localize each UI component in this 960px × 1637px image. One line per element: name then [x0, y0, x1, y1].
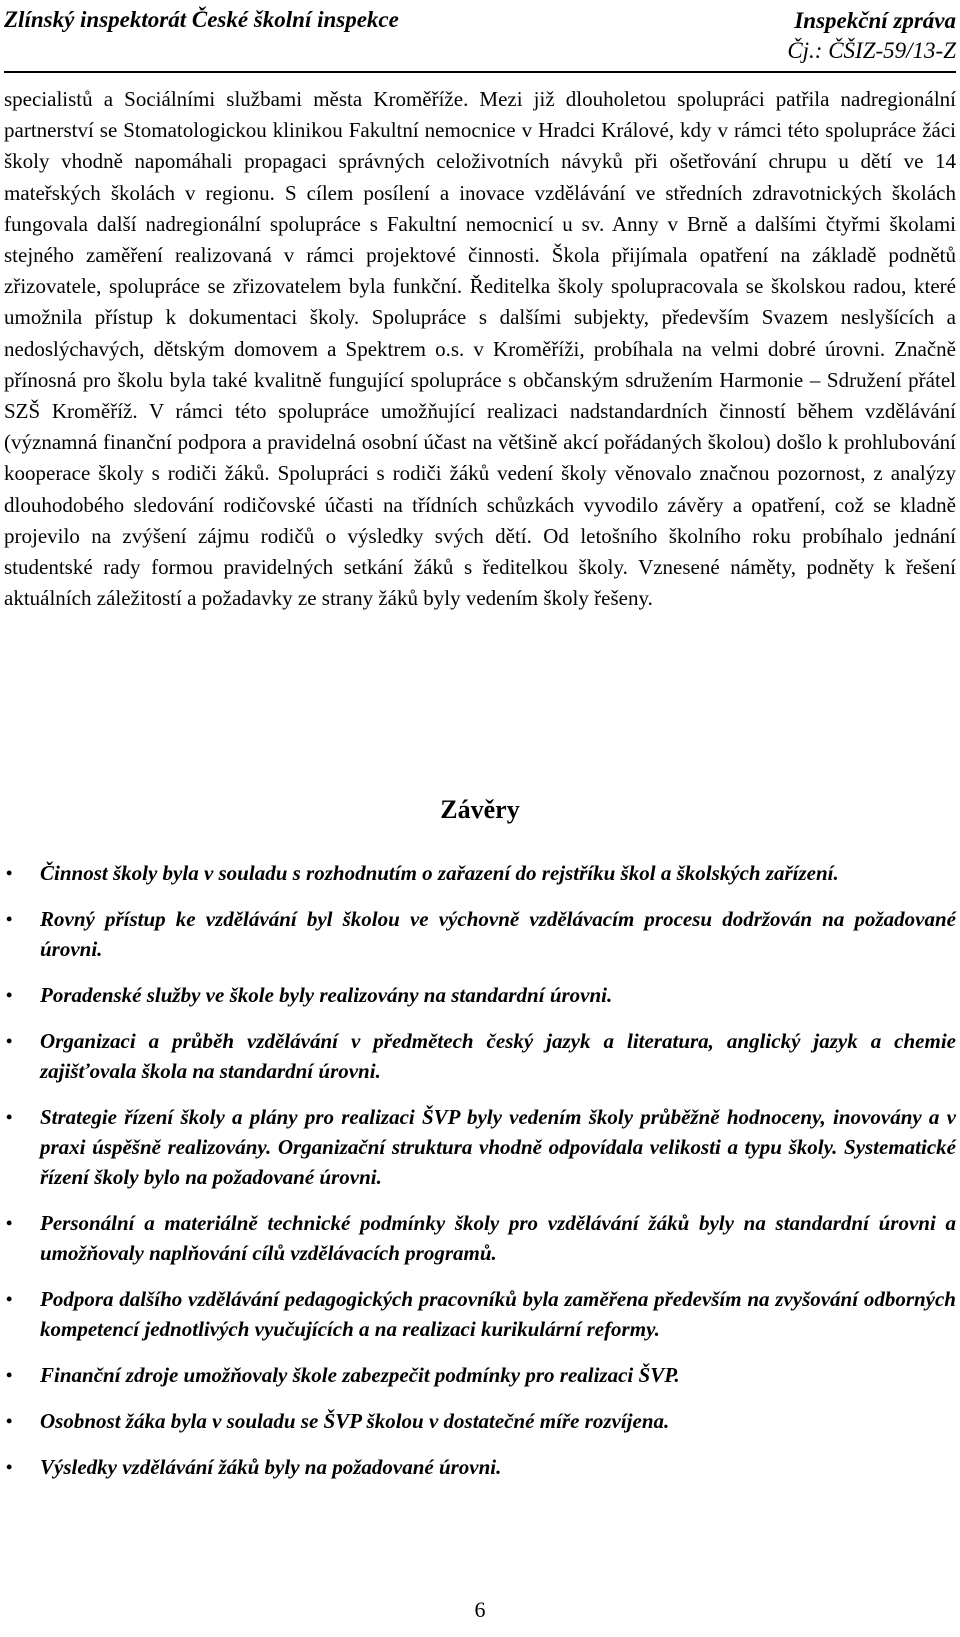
bullet-icon: • — [6, 1031, 13, 1051]
conclusion-item — [4, 858, 956, 888]
bullet-icon: • — [6, 1289, 13, 1309]
body-paragraph-text: specialistů a Sociálními službami města Kroměříže. Mezi již dlouholetou spolupráci patřila nadregionální partnerství se Stomatologickou klinikou Fakultní nemocnice v Hradci Králové, kdy v rámci této spolupráce žáci školy vhodně napomáhali propagaci správných celoživotních návyků při ošetřování chrupu u dětí ve 14 mateřských školách v regionu. S cílem posílení a inovace vzdělávání ve středních zdravotnických školách fungovala další nadregionální spolupráce s Fakultní nemocnicí u sv. Anny v Brně a dalšími čtyřmi školami stejného zaměření realizovaná v rámci projektové činnosti. Škola přijímala opatření na základě podnětů zřizovatele, spolupráce se zřizovatelem byla funkční. Ředitelka školy spolupracovala se školskou radou, které umožnila přístup k dokumentaci školy. Spolupráce s dalšími subjekty, především Svazem neslyšících a nedoslýchavých, dětským domovem a Spektrem o.s. v Kroměříži, probíhala na velmi dobré úrovni. Značně přínosná pro školu byla také kvalitně fungující spolupráce s občanským sdružením Harmonie – Sdružení přátel SZŠ Kroměříž. V rámci této spolupráce umožňující realizaci nadstandardních činností během vzdělávání (významná finanční podpora a pravidelná osobní účast na většině akcí pořádaných školou) došlo k prohlubování kooperace školy s rodiči žáků. Spolupráci s rodiči žáků vedení školy věnovalo značnou pozornost, z analýzy dlouhodobého sledování rodičovské účasti na třídních schůzkách vyvodilo závěry a opatření, což se kladně projevilo na zvýšení zájmu rodičů o výsledky svých dětí. Od letošního školního roku probíhalo jednání studentské rady formou pravidelných setkání žáků s ředitelkou školy. Vznesené náměty, podněty k řešení aktuálních záležitostí a požadavky ze strany žáků byly vedením školy řešeny. — [4, 87, 956, 611]
header-divider — [4, 71, 956, 73]
conclusion-text: Personální a materiálně technické podmínky školy pro vzdělávání žáků byly na standardní úrovni a umožňovaly naplňování cílů vzdělávacích programů. — [40, 1211, 956, 1265]
bullet-icon: • — [6, 1457, 13, 1477]
conclusions-heading: Závěry — [440, 795, 520, 824]
conclusion-item — [4, 1284, 956, 1344]
conclusion-text: Osobnost žáka byla v souladu se ŠVP školou v dostatečné míře rozvíjena. — [40, 1409, 670, 1433]
conclusions-list — [4, 858, 956, 1482]
conclusion-text: Strategie řízení školy a plány pro realizaci ŠVP byly vedením školy průběžně hodnoceny, inovovány a v praxi úspěšně realizovány. Organizační struktura vhodně odpovídala velikosti a typu školy. Systematické řízení školy bylo na požadované úrovni. — [40, 1105, 956, 1189]
conclusion-item — [4, 1208, 956, 1268]
bullet-icon: • — [6, 863, 13, 883]
bullet-icon: • — [6, 1365, 13, 1385]
conclusion-item — [4, 1406, 956, 1436]
header-report-title: Inspekční zpráva — [794, 8, 956, 33]
conclusion-text: Rovný přístup ke vzdělávání byl školou ve výchovně vzdělávacím procesu dodržován na požadované úrovni. — [40, 907, 956, 961]
bullet-icon: • — [6, 1107, 13, 1127]
body-paragraph — [4, 84, 956, 614]
conclusion-item — [4, 1360, 956, 1390]
conclusion-item — [4, 1452, 956, 1482]
conclusion-text: Poradenské služby ve škole byly realizovány na standardní úrovni. — [40, 983, 613, 1007]
header-organization: Zlínský inspektorát České školní inspekce — [4, 7, 399, 32]
bullet-icon: • — [6, 1213, 13, 1233]
conclusion-text: Finanční zdroje umožňovaly škole zabezpečit podmínky pro realizaci ŠVP. — [40, 1363, 680, 1387]
conclusion-item — [4, 980, 956, 1010]
header-reference-number: Čj.: ČŠIZ-59/13-Z — [787, 38, 956, 63]
conclusion-item — [4, 1102, 956, 1192]
page-number: 6 — [474, 1597, 486, 1622]
bullet-icon: • — [6, 985, 13, 1005]
page-header — [4, 6, 956, 70]
bullet-icon: • — [6, 909, 13, 929]
conclusion-text: Výsledky vzdělávání žáků byly na požadované úrovni. — [40, 1455, 502, 1479]
bullet-icon: • — [6, 1411, 13, 1431]
conclusion-item — [4, 1026, 956, 1086]
header-report-info — [787, 6, 956, 66]
conclusion-text: Činnost školy byla v souladu s rozhodnutím o zařazení do rejstříku škol a školských zařízení. — [40, 861, 839, 885]
conclusion-text: Organizaci a průběh vzdělávání v předmětech český jazyk a literatura, anglický jazyk a chemie zajišťovala škola na standardní úrovni. — [40, 1029, 956, 1083]
conclusion-text: Podpora dalšího vzdělávání pedagogických pracovníků byla zaměřena především na zvyšování odborných kompetencí jednotlivých vyučujících a na realizaci kurikulární reformy. — [40, 1287, 956, 1341]
conclusion-item — [4, 904, 956, 964]
